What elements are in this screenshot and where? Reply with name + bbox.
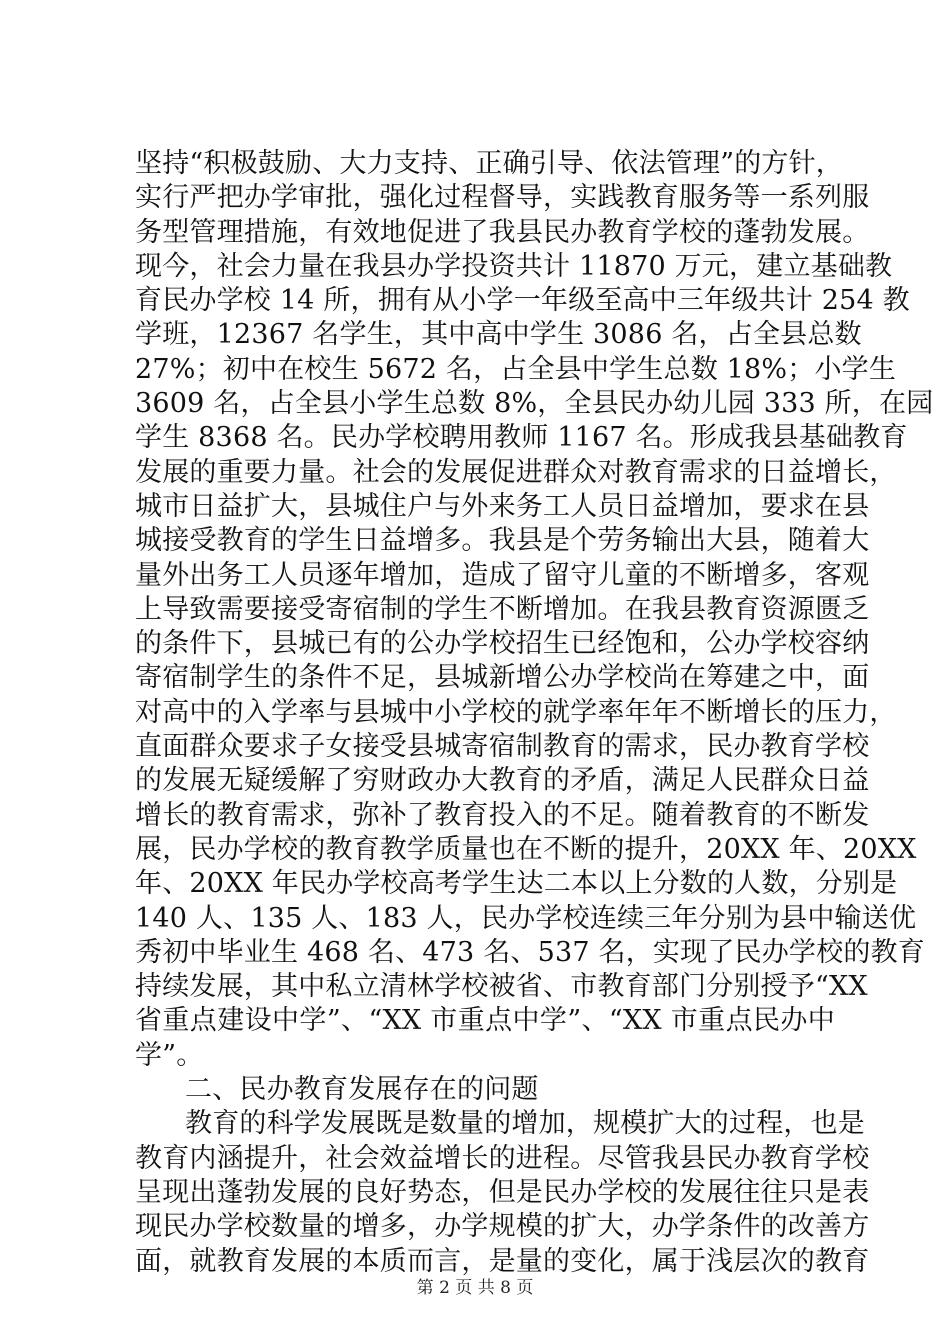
text-line: 140 人、135 人、183 人，民办学校连续三年分别为县中输送优 (135, 902, 917, 934)
text-line: 现民办学校数量的增多，办学规模的扩大，办学条件的改善方 (135, 1211, 870, 1243)
text-line: 教育内涵提升，社会效益增长的进程。尽管我县民办教育学校 (135, 1142, 870, 1174)
page-number-footer: 第 2 页 共 8 页 (416, 1278, 534, 1298)
paragraph-1 (135, 147, 934, 1073)
text-line: 现今，社会力量在我县办学投资共计 11870 万元，建立基础教 (135, 250, 893, 282)
text-line: 呈现出蓬勃发展的良好势态，但是民办学校的发展往往只是表 (135, 1176, 870, 1208)
text-line: 上导致需要接受寄宿制的学生不断增加。在我县教育资源匮乏 (135, 593, 870, 625)
text-line: 实行严把办学审批，强化过程督导，实践教育服务等一系列服 (135, 182, 870, 214)
text-line: 3609 名，占全县小学生总数 8%，全县民办幼儿园 333 所，在园 (135, 388, 934, 420)
text-line: 展，民办学校的教育教学质量也在不断的提升，20XX 年、20XX (135, 833, 917, 865)
document-body (135, 147, 934, 1279)
text-line: 27%；初中在校生 5672 名，占全县中学生总数 18%；小学生 (135, 353, 897, 385)
text-line: 持续发展，其中私立清林学校被省、市教育部门分别授予“XX (135, 971, 868, 1003)
text-line: 对高中的入学率与县城中小学校的就学率年年不断增长的压力， (135, 696, 897, 728)
text-line: 寄宿制学生的条件不足，县城新增公办学校尚在筹建之中，面 (135, 662, 870, 694)
text-line: 年、20XX 年民办学校高考学生达二本以上分数的人数，分别是 (135, 868, 898, 900)
text-line: 秀初中毕业生 468 名、473 名、537 名，实现了民办学校的教育 (135, 936, 925, 968)
section-heading: 二、民办教育发展存在的问题 (185, 1074, 539, 1106)
text-line: 城接受教育的学生日益增多。我县是个劳务输出大县，随着大 (135, 525, 870, 557)
text-line: 面，就教育发展的本质而言，是量的变化，属于浅层次的教育 (135, 1245, 870, 1277)
text-line: 的发展无疑缓解了穷财政办大教育的矛盾，满足人民群众日益 (135, 765, 870, 797)
text-line: 育民办学校 14 所，拥有从小学一年级至高中三年级共计 254 教 (135, 285, 910, 317)
text-line: 学班，12367 名学生，其中高中学生 3086 名，占全县总数 (135, 319, 862, 351)
text-line: 教育的科学发展既是数量的增加，规模扩大的过程，也是 (185, 1108, 865, 1140)
text-line: 增长的教育需求，弥补了教育投入的不足。随着教育的不断发 (135, 799, 870, 831)
text-line: 直面群众要求子女接受县城寄宿制教育的需求，民办教育学校 (135, 731, 870, 763)
text-line: 省重点建设中学”、“XX 市重点中学”、“XX 市重点民办中 (135, 1005, 835, 1037)
paragraph-2 (135, 1107, 870, 1278)
text-line: 坚持“积极鼓励、大力支持、正确引导、依法管理”的方针， (135, 148, 844, 179)
text-line: 学”。 (135, 1039, 204, 1071)
text-line: 发展的重要力量。社会的发展促进群众对教育需求的日益增长， (135, 456, 897, 488)
text-line: 的条件下，县城已有的公办学校招生已经饱和，公办学校容纳 (135, 628, 870, 660)
text-line: 量外出务工人员逐年增加，造成了留守儿童的不断增多，客观 (135, 559, 870, 591)
text-line: 学生 8368 名。民办学校聘用教师 1167 名。形成我县基础教育 (135, 422, 908, 454)
text-line: 城市日益扩大，县城住户与外来务工人员日益增加，要求在县 (135, 490, 870, 522)
text-line: 务型管理措施，有效地促进了我县民办教育学校的蓬勃发展。 (135, 216, 870, 248)
